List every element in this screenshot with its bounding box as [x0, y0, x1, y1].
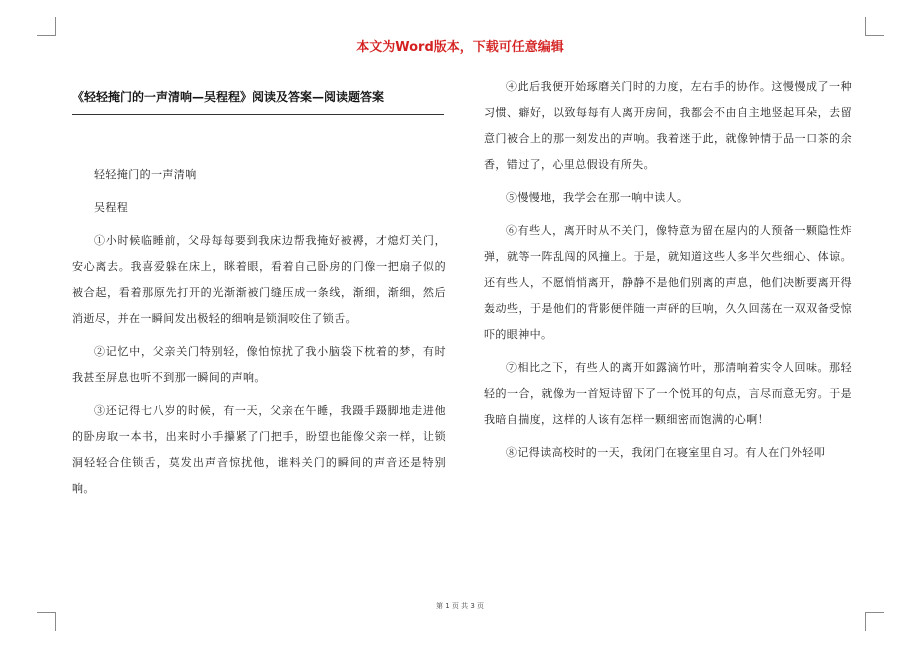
- paragraph-8: ⑧记得读高校时的一天，我闭门在寝室里自习。有人在门外轻叩: [506, 446, 826, 459]
- document-title: 《轻轻掩门的一声清响—吴程程》阅读及答案—阅读题答案: [72, 90, 385, 104]
- crop-mark-bottom-left: [37, 612, 56, 631]
- article-author: 吴程程: [94, 201, 129, 214]
- article-title: 轻轻掩门的一声清响: [94, 168, 197, 181]
- paragraph-3: ③还记得七八岁的时候，有一天，父亲在午睡，我蹑手蹑脚地走进他的卧房取一本书，出来时小手攥紧了门把手，盼望也能像父亲一样，让锁洞轻轻合住锁舌，莫发出声音惊扰他，谁料关门的瞬间的声音还是特别响。: [72, 404, 446, 495]
- paragraph-2: ②记忆中，父亲关门特别轻，像怕惊扰了我小脑袋下枕着的梦，有时我甚至屏息也听不到那一瞬间的声响。: [72, 345, 446, 384]
- crop-mark-top-left: [37, 17, 56, 36]
- page-footer: 第 1 页 共 3 页: [435, 602, 485, 610]
- paragraph-6: ⑥有些人，离开时从不关门，像特意为留在屋内的人预备一颗隐性炸弹，就等一阵乱闯的风撞上。于是，就知道这些人多半欠些细心、体谅。还有些人，不愿悄悄离开，静静不是他们别离的声息，他们决断要离开得轰动些，于是他们的背影便伴随一声砰的巨响，久久回荡在一双双备受惊吓的眼神中。: [484, 224, 852, 341]
- crop-mark-top-right: [865, 17, 884, 36]
- left-column: [72, 162, 446, 502]
- crop-mark-bottom-right: [865, 612, 884, 631]
- paragraph-4: ④此后我便开始琢磨关门时的力度，左右手的协作。这慢慢成了一种习惯、癖好，以致每每有人离开房间，我都会不由自主地竖起耳朵，去留意门被合上的那一刻发出的声响。我着迷于此，就像钟情于品一口茶的余香，错过了，心里总假设有所失。: [484, 80, 852, 171]
- paragraph-1: ①小时候临睡前，父母每每要到我床边帮我掩好被褥，才熄灯关门，安心离去。我喜爱躲在床上，眯着眼，看着自己卧房的门像一把扇子似的被合起，看着那原先打开的光渐渐被门缝压成一条线，渐细，渐细，然后消逝尽，并在一瞬间发出极轻的细响是锁洞咬住了锁舌。: [72, 234, 446, 325]
- paragraph-5: ⑤慢慢地，我学会在那一响中读人。: [506, 191, 689, 204]
- title-divider: [72, 114, 444, 115]
- paragraph-7: ⑦相比之下，有些人的离开如露滴竹叶，那清响着实令人回味。那轻轻的一合，就像为一首短诗留下了一个悦耳的句点，言尽而意无穷。于是我暗自揣度，这样的人该有怎样一颗细密而饱满的心啊！: [484, 361, 852, 426]
- right-column: [484, 74, 852, 466]
- header-note: 本文为Word版本，下载可任意编辑: [356, 40, 564, 55]
